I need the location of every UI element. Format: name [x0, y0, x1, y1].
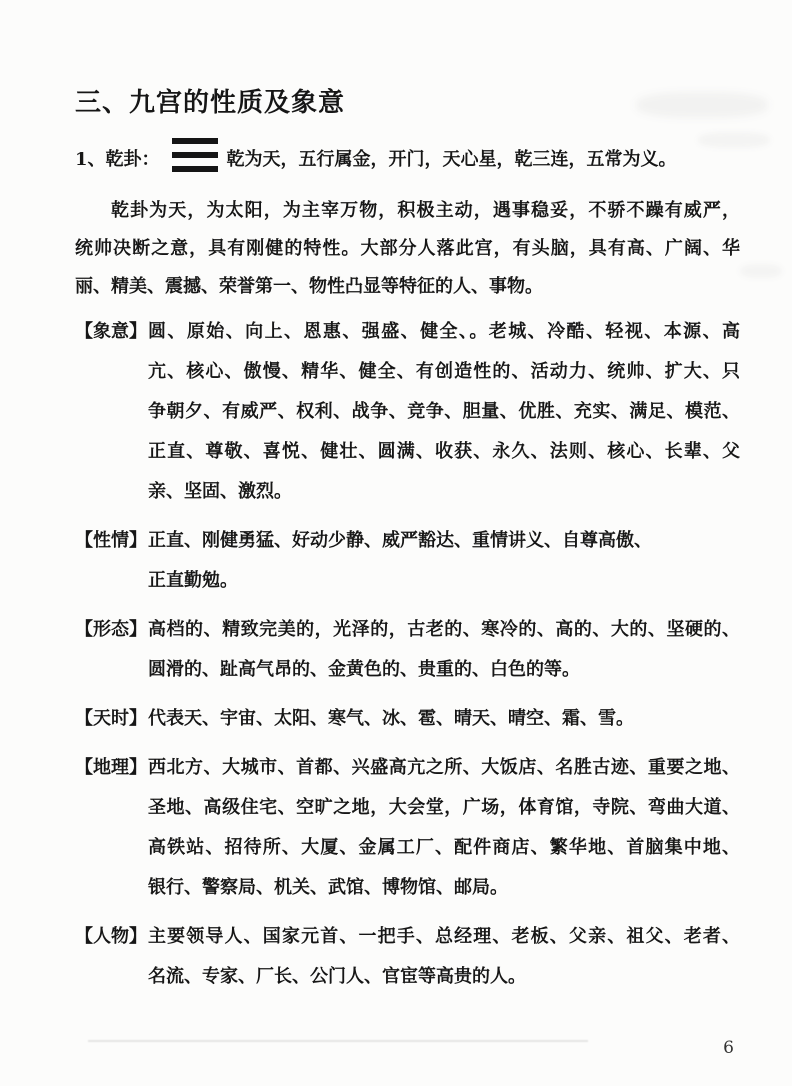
block-line: 亲、坚固、激烈。 [148, 481, 292, 502]
block-label: 【地理】 [75, 757, 147, 778]
block-line: 高档的、精致完美的，光泽的，古老的、寒冷的、高的、大的、坚硬的、 [148, 619, 740, 640]
block-line: 名流、专家、厂长、公门人、官宦等高贵的人。 [148, 966, 526, 987]
attribute-block [75, 312, 740, 512]
attribute-block [75, 521, 740, 601]
block-line: 圆滑的、趾高气昂的、金黄色的、贵重的、白色的等。 [148, 659, 580, 680]
block-label: 【天时】 [75, 708, 147, 729]
block-line: 圣地、高级住宅、空旷之地，大会堂，广场，体育馆，寺院、弯曲大道、 [148, 797, 740, 818]
scan-ghosting-mark [740, 264, 782, 278]
paragraph-line: 乾卦为天，为太阳，为主宰万物，积极主动，遇事稳妥，不骄不躁有威严， [111, 200, 740, 221]
block-line: 正直、刚健勇猛、好动少静、威严豁达、重情讲义、自尊高傲、 [148, 530, 652, 551]
trigram-line-description: 乾为天，五行属金，开门，天心星，乾三连，五常为义。 [226, 149, 677, 170]
paragraph-line: 丽、精美、震撼、荣誉第一、物性凸显等特征的人、事物。 [75, 276, 543, 297]
section-heading: 三、九宫的性质及象意 [75, 88, 346, 118]
paragraph-line: 统帅决断之意，具有刚健的特性。大部分人落此宫，有头脑，具有高、广阔、华 [75, 238, 740, 259]
block-label: 【象意】 [75, 321, 147, 342]
page-number: 6 [723, 1038, 734, 1058]
attribute-block [75, 610, 740, 690]
block-label: 【人物】 [75, 926, 147, 947]
trigram-intro-line [75, 138, 740, 180]
block-line: 西北方、大城市、首都、兴盛高亢之所、大饭店、名胜古迹、重要之地、 [148, 757, 740, 778]
page-content [75, 88, 740, 1006]
intro-paragraph [75, 192, 740, 306]
attribute-block [75, 748, 740, 908]
block-line: 代表天、宇宙、太阳、寒气、冰、雹、晴天、晴空、霜、雪。 [148, 708, 634, 729]
qian-trigram-icon [172, 138, 218, 172]
block-label: 【性情】 [75, 530, 147, 551]
block-line: 银行、警察局、机关、武馆、博物馆、邮局。 [148, 877, 508, 898]
block-line: 圆、原始、向上、恩惠、强盛、健全、。老城、冷酷、轻视、本源、高 [148, 321, 740, 342]
block-line: 亢、核心、傲慢、精华、健全、有创造性的、活动力、统帅、扩大、只 [148, 361, 740, 382]
block-line: 主要领导人、国家元首、一把手、总经理、老板、父亲、祖父、老者、 [148, 926, 740, 947]
block-line: 争朝夕、有威严、权利、战争、竞争、胆量、优胜、充实、满足、模范、 [148, 401, 740, 422]
attribute-block [75, 917, 740, 997]
trigram-line-prefix: 1、乾卦： [75, 149, 160, 170]
scan-line-artifact [88, 1040, 588, 1042]
block-line: 高铁站、招待所、大厦、金属工厂、配件商店、繁华地、首脑集中地、 [148, 837, 740, 858]
attribute-block [75, 699, 740, 739]
attribute-blocks [75, 312, 740, 997]
block-label: 【形态】 [75, 619, 147, 640]
block-line: 正直、尊敬、喜悦、健壮、圆满、收获、永久、法则、核心、长辈、父 [148, 441, 740, 462]
block-line: 正直勤勉。 [148, 570, 238, 591]
